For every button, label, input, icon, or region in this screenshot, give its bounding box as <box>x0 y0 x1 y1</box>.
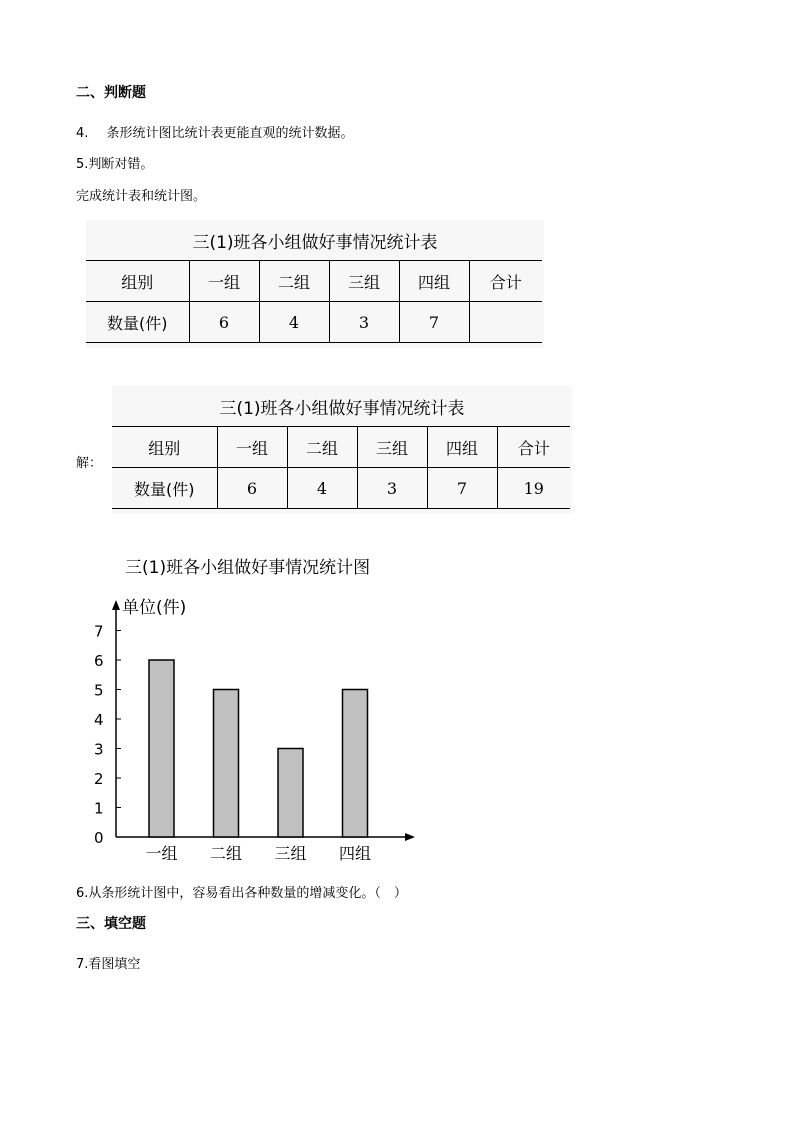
table-row <box>112 468 570 509</box>
section-title-fill-blank: 三、填空题 <box>76 916 146 932</box>
table-row <box>86 302 542 343</box>
y-tick-label: 1 <box>94 799 104 818</box>
x-axis-arrow <box>405 833 415 841</box>
value-cell: 7 <box>427 468 497 509</box>
table-header-row <box>112 427 570 468</box>
value-cell: 4 <box>259 302 329 343</box>
header-cell: 组别 <box>112 427 217 468</box>
header-cell: 四组 <box>399 261 469 302</box>
value-cell: 7 <box>399 302 469 343</box>
value-cell: 3 <box>329 302 399 343</box>
header-cell: 二组 <box>287 427 357 468</box>
total-cell-empty <box>469 302 542 343</box>
bar <box>149 660 174 837</box>
total-cell: 19 <box>497 468 570 509</box>
section-title-judgement: 二、判断题 <box>76 85 146 101</box>
y-tick-label: 5 <box>94 681 104 700</box>
chart-ticks <box>94 623 121 848</box>
x-category-label: 三组 <box>274 844 307 863</box>
y-tick-label: 2 <box>94 770 104 788</box>
x-category-label: 四组 <box>338 844 372 863</box>
bar <box>214 690 239 838</box>
y-tick-label: 6 <box>94 652 104 670</box>
y-axis-label: 单位(件) <box>122 598 187 618</box>
header-cell: 合计 <box>469 261 542 302</box>
header-cell: 二组 <box>259 261 329 302</box>
y-axis-arrow <box>112 600 120 610</box>
question-7: 7.看图填空 <box>76 957 141 972</box>
x-category-label: 二组 <box>209 844 243 863</box>
stats-table <box>86 260 542 343</box>
question-4 <box>76 122 354 141</box>
header-cell: 三组 <box>329 261 399 302</box>
stats-table <box>112 426 570 509</box>
chart-title: 三(1)班各小组做好事情况统计图 <box>125 558 371 578</box>
stats-table-question <box>86 220 544 348</box>
table-title: 三(1)班各小组做好事情况统计表 <box>219 399 465 419</box>
y-tick-label: 7 <box>94 622 104 641</box>
answer-label: 解： <box>76 456 103 471</box>
header-cell: 一组 <box>217 427 287 468</box>
header-cell: 合计 <box>497 427 570 468</box>
question-4-number: 4. <box>76 126 89 141</box>
row-label-cell: 数量(件) <box>86 302 189 343</box>
row-label-cell: 数量(件) <box>112 468 217 509</box>
value-cell: 6 <box>217 468 287 509</box>
stats-table-answer <box>112 386 572 514</box>
y-tick-label: 4 <box>94 711 104 729</box>
question-6: 6.从条形统计图中，容易看出各种数量的增减变化。（ ） <box>76 886 407 901</box>
question-5-subtext: 完成统计表和统计图。 <box>76 189 207 204</box>
header-cell: 四组 <box>427 427 497 468</box>
table-title: 三(1)班各小组做好事情况统计表 <box>192 233 438 253</box>
bar <box>343 690 368 838</box>
question-5-text: 5.判断对错。 <box>76 157 154 172</box>
y-tick-label: 0 <box>94 829 104 847</box>
bar <box>278 749 303 838</box>
value-cell: 6 <box>189 302 259 343</box>
y-tick-label: 3 <box>94 740 104 759</box>
question-4-text: 条形统计图比统计表更能直观的统计数据。 <box>106 126 354 141</box>
header-cell: 三组 <box>357 427 427 468</box>
bar-chart <box>70 590 430 870</box>
header-cell: 一组 <box>189 261 259 302</box>
header-cell: 组别 <box>86 261 189 302</box>
table-header-row <box>86 261 542 302</box>
value-cell: 4 <box>287 468 357 509</box>
chart-bars <box>149 660 368 837</box>
chart-category-labels <box>145 844 371 863</box>
value-cell: 3 <box>357 468 427 509</box>
x-category-label: 一组 <box>145 844 178 863</box>
